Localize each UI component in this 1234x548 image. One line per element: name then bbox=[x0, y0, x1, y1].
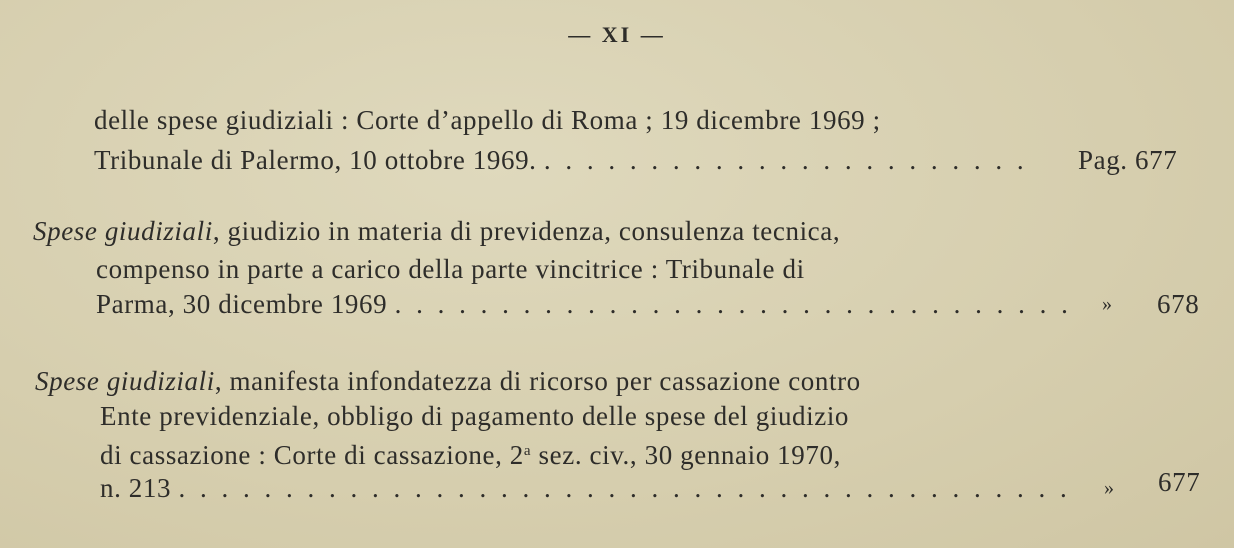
dot-leader: . . . . . . . . . . . . . . . . . . . . . . . . . . . . . . . . bbox=[394, 289, 1072, 319]
entry-text: Parma, 30 dicembre 1969 bbox=[96, 289, 388, 319]
entry-text: , manifesta infondatezza di ricorso per cassazione contro bbox=[214, 366, 861, 396]
entry-text-line: Ente previdenziale, obbligo di pagamento delle spese del giudizio bbox=[100, 401, 850, 431]
entry-text: , giudizio in materia di previdenza, consulenza tecnica, bbox=[212, 216, 841, 246]
dot-leader: . . . . . . . . . . . . . . . . . . . . . . . bbox=[543, 145, 1028, 175]
entry-text-line: delle spese giudiziali : Corte d’appello di Roma ; 19 dicembre 1969 ; bbox=[94, 105, 881, 135]
page-header: — XI — bbox=[568, 22, 666, 47]
entry-text-line bbox=[33, 214, 840, 248]
entry-text-line: compenso in parte a carico della parte vincitrice : Tribunale di bbox=[96, 254, 805, 284]
entry-text-line bbox=[35, 364, 861, 398]
entry-text-line bbox=[100, 434, 841, 472]
page-reference bbox=[1078, 143, 1177, 177]
page-number: 678 bbox=[1157, 289, 1200, 319]
entry-text-line bbox=[94, 143, 1028, 177]
entry-text: n. 213 bbox=[100, 473, 172, 503]
entry-text: di cassazione : Corte di cassazione, 2 bbox=[100, 440, 524, 470]
entry-text-line bbox=[100, 471, 1071, 505]
page-number: 677 bbox=[1135, 145, 1178, 175]
ditto-mark: » bbox=[1102, 293, 1112, 315]
entry-text: sez. civ., 30 gennaio 1970, bbox=[531, 440, 841, 470]
page-number: 677 bbox=[1158, 467, 1201, 497]
ditto-mark: » bbox=[1104, 477, 1114, 499]
entry-text: Tribunale di Palermo, 10 ottobre 1969. bbox=[94, 145, 537, 175]
entry-subject: Spese giudiziali bbox=[35, 366, 215, 396]
ordinal-superscript: a bbox=[523, 443, 532, 459]
entry-text-line bbox=[96, 287, 1072, 321]
entry-subject: Spese giudiziali bbox=[33, 216, 213, 246]
page-prefix: Pag. bbox=[1078, 145, 1128, 175]
dot-leader: . . . . . . . . . . . . . . . . . . . . . . . . . . . . . . . . . . . . . . . . . . bbox=[178, 473, 1071, 503]
